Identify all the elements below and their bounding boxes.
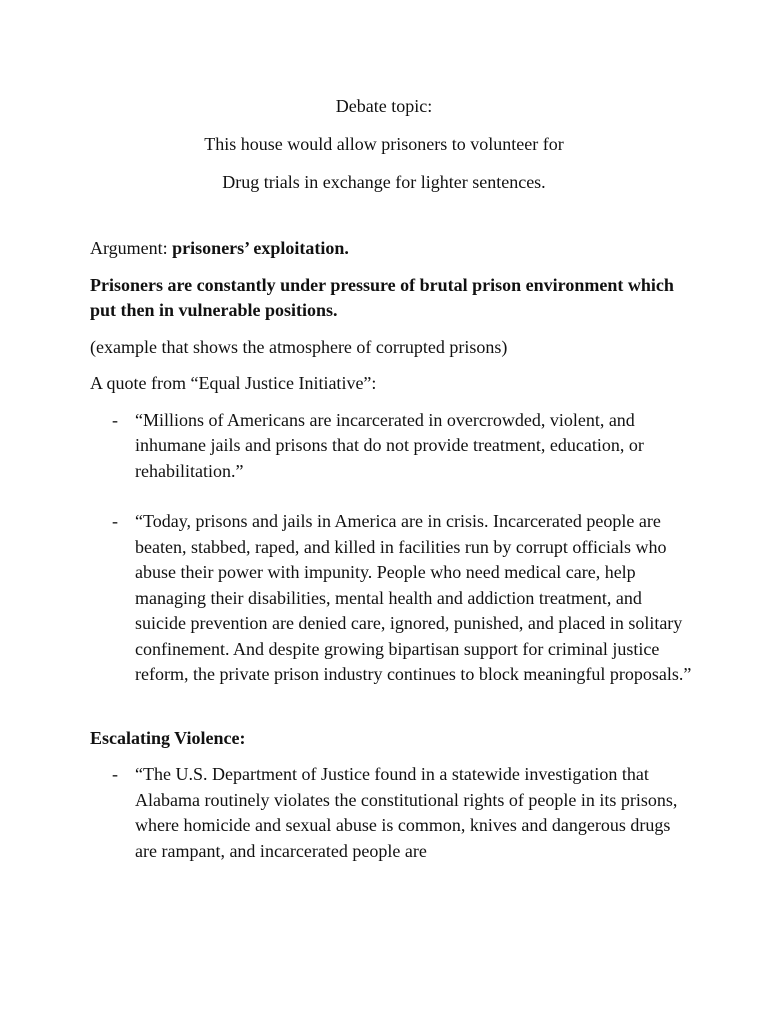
quote-item-3 <box>90 762 695 864</box>
list-dash: - <box>112 511 118 531</box>
argument-claim: Prisoners are constantly under pressure of brutal prison environment which put then in vulnerable positions. <box>90 274 674 320</box>
debate-motion-line-2: Drug trials in exchange for lighter sentences. <box>222 172 546 192</box>
quote-text: “The U.S. Department of Justice found in a statewide investigation that Alabama routinely violates the constitutional rights of people in its prisons, where homicide and sexual abuse is common, knives and dangerous drugs are rampant, and incarcerated people are <box>135 764 678 861</box>
list-dash: - <box>112 764 118 784</box>
quote-intro: A quote from “Equal Justice Initiative”: <box>90 373 377 393</box>
quote-item-1 <box>90 408 695 485</box>
section-heading-escalating-violence: Escalating Violence: <box>90 727 246 748</box>
argument-title: prisoners’ exploitation. <box>172 238 349 258</box>
example-note: (example that shows the atmosphere of corrupted prisons) <box>90 336 508 357</box>
debate-motion-line-1: This house would allow prisoners to volunteer for <box>204 134 564 154</box>
list-dash: - <box>112 409 118 430</box>
quote-text: “Today, prisons and jails in America are in crisis. Incarcerated people are beaten, stabbed, raped, and killed in facilities run by corrupt officials who abuse their power with impunity. People who need medical care, help managing their disabilities, mental health and addiction treatment, and suicide prevention are denied care, ignored, punished, and placed in solitary confinement. And despite growing bipartisan support for criminal justice reform, the private prison industry continues to block meaningful proposals.” <box>135 511 692 684</box>
spacer <box>90 688 690 726</box>
quote-text: “Millions of Americans are incarcerated in overcrowded, violent, and inhumane jails and prisons that do not provide treatment, education, or rehabilitation.” <box>135 409 644 481</box>
document-body <box>90 236 690 864</box>
debate-topic-header <box>0 93 768 207</box>
argument-prefix: Argument: <box>90 238 173 258</box>
debate-topic-label: Debate topic: <box>335 96 433 116</box>
spacer <box>90 484 690 509</box>
quote-item-2 <box>90 509 695 688</box>
argument-heading <box>90 236 690 262</box>
